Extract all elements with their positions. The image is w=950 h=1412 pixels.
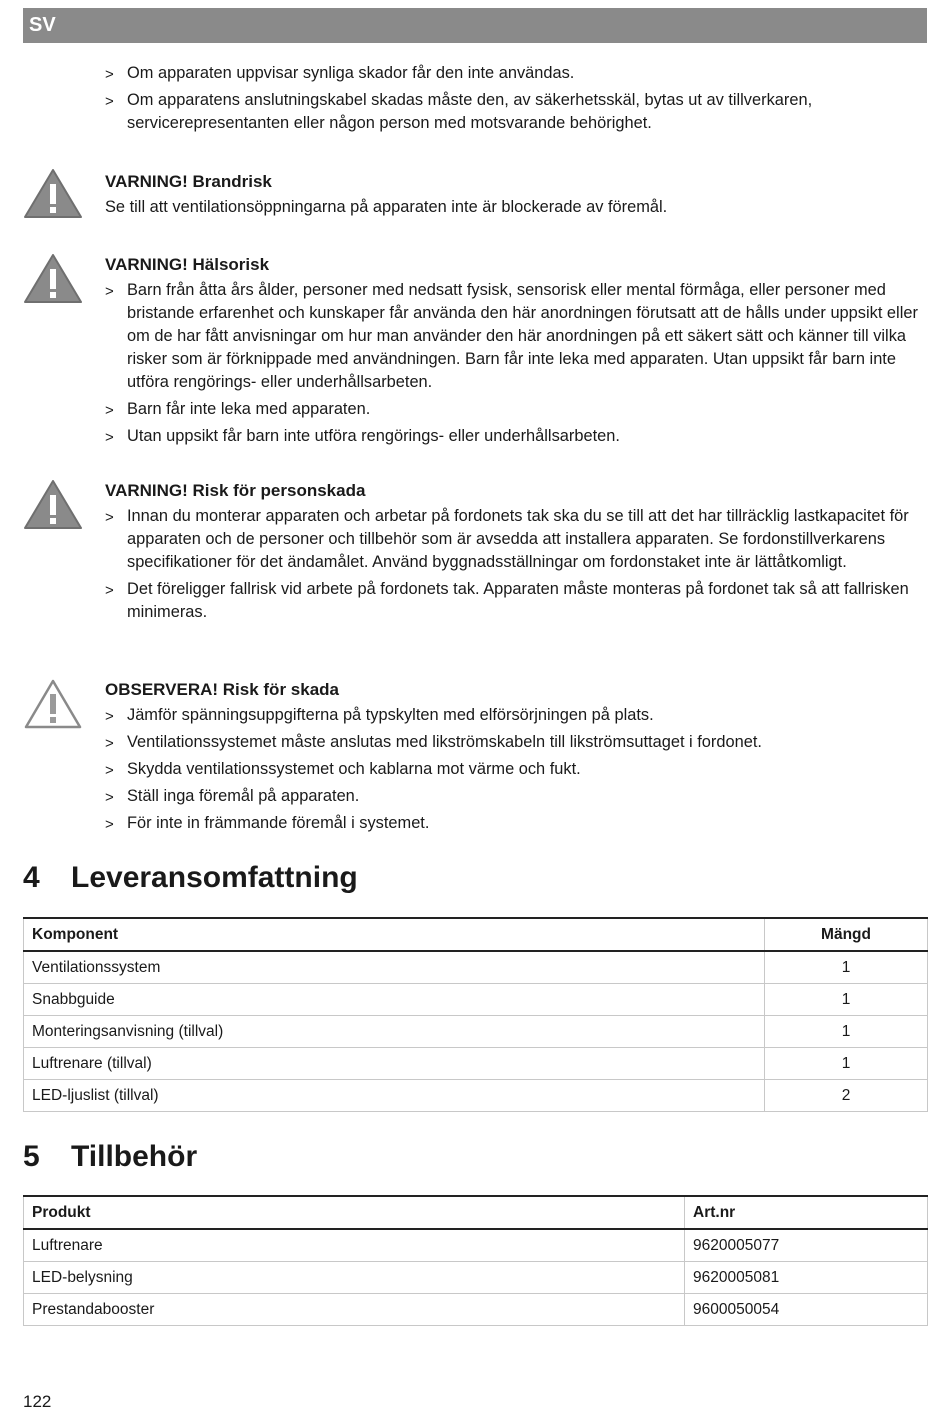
list-item: > Innan du monterar apparaten och arbetar på fordonets tak ska du se till att det har tillräcklig lastkapacitet för apparaten och de personer och tillbehör som är avsedda att installera apparaten. Se fordonstillverkarens specifikationer för det ändamålet. Använd byggnadsställningar om fordonstaket inte är lättåtkomligt.	[105, 505, 930, 574]
section-title: Tillbehör	[71, 1140, 198, 1173]
column-header: Mängd	[765, 918, 928, 951]
column-header: Komponent	[24, 918, 765, 951]
list-item: > Jämför spänningsuppgifterna på typskylten med elförsörjningen på plats.	[105, 704, 930, 727]
list-item: > För inte in främmande föremål i systemet.	[105, 812, 930, 835]
page-number: 122	[23, 1392, 52, 1411]
table-cell: 1	[765, 984, 928, 1016]
table-cell: Monteringsanvisning (tillval)	[24, 1016, 765, 1048]
section-heading-accessories	[23, 1139, 197, 1175]
section-number: 4	[23, 861, 40, 894]
caution-triangle-icon	[23, 678, 83, 730]
table-cell: 1	[765, 951, 928, 984]
list-item: > Ventilationssystemet måste anslutas med likströmskabeln till likströmsuttaget i fordonet.	[105, 731, 930, 754]
warning-triangle-icon	[23, 479, 83, 531]
section-title: Leveransomfattning	[71, 861, 358, 894]
section-number: 5	[23, 1140, 40, 1173]
table-cell: 9620005081	[685, 1262, 928, 1294]
table-row	[24, 1262, 928, 1294]
table-cell: 1	[765, 1048, 928, 1080]
warning-triangle-icon	[23, 168, 83, 220]
table-cell: Luftrenare	[24, 1229, 685, 1262]
table-row	[24, 984, 928, 1016]
list-item: > Om apparatens anslutningskabel skadas måste den, av säkerhetsskäl, bytas ut av tillverkaren, servicerepresentanten eller någon person med motsvarande behörighet.	[105, 89, 930, 135]
table-header-row	[24, 1196, 928, 1229]
table-cell: LED-belysning	[24, 1262, 685, 1294]
table-cell: Prestandabooster	[24, 1294, 685, 1326]
table-row	[24, 1294, 928, 1326]
list-item: > Barn får inte leka med apparaten.	[105, 398, 930, 421]
table-cell: Snabbguide	[24, 984, 765, 1016]
table-row	[24, 1048, 928, 1080]
column-header: Art.nr	[685, 1196, 928, 1229]
list-item: > Barn från åtta års ålder, personer med nedsatt fysisk, sensorisk eller mental förmåga, eller personer med bristande erfarenhet och kunskaper får använda den här anordningen förutsatt att de hålls under uppsikt eller om de har fått anvisningar om hur man använder den här anordningen på ett säkert sätt och känner till vilka risker som är förknippade med användningen. Barn får inte leka med apparaten. Utan uppsikt får barn inte utföra rengörings- eller underhållsarbeten.	[105, 279, 930, 394]
list-item: > Om apparaten uppvisar synliga skador får den inte användas.	[105, 62, 930, 85]
table-cell: Luftrenare (tillval)	[24, 1048, 765, 1080]
warning-text: Se till att ventilationsöppningarna på apparaten inte är blockerade av föremål.	[105, 198, 668, 216]
table-cell: LED-ljuslist (tillval)	[24, 1080, 765, 1112]
warning-title: VARNING! Risk för personskada	[105, 481, 366, 500]
table-row	[24, 951, 928, 984]
table-row	[24, 1016, 928, 1048]
accessories-table	[23, 1195, 928, 1326]
section-heading-delivery	[23, 860, 358, 896]
table-cell: 9620005077	[685, 1229, 928, 1262]
list-item: > Skydda ventilationssystemet och kablarna mot värme och fukt.	[105, 758, 930, 781]
table-cell: 9600050054	[685, 1294, 928, 1326]
delivery-table	[23, 917, 928, 1112]
list-item: > Det föreligger fallrisk vid arbete på fordonets tak. Apparaten måste monteras på fordonet tak så att fallrisken minimeras.	[105, 578, 930, 624]
language-header-bar	[23, 8, 927, 43]
warning-triangle-icon	[23, 253, 83, 305]
warning-title: VARNING! Brandrisk	[105, 172, 272, 191]
column-header: Produkt	[24, 1196, 685, 1229]
list-item: > Ställ inga föremål på apparaten.	[105, 785, 930, 808]
table-cell: Ventilationssystem	[24, 951, 765, 984]
list-item: > Utan uppsikt får barn inte utföra rengörings- eller underhållsarbeten.	[105, 425, 930, 448]
table-row	[24, 1080, 928, 1112]
table-cell: 1	[765, 1016, 928, 1048]
table-header-row	[24, 918, 928, 951]
intro-bullets	[105, 62, 930, 139]
warning-title: OBSERVERA! Risk för skada	[105, 680, 339, 699]
table-row	[24, 1229, 928, 1262]
warning-title: VARNING! Hälsorisk	[105, 255, 270, 274]
table-cell: 2	[765, 1080, 928, 1112]
language-code: SV	[29, 14, 56, 36]
